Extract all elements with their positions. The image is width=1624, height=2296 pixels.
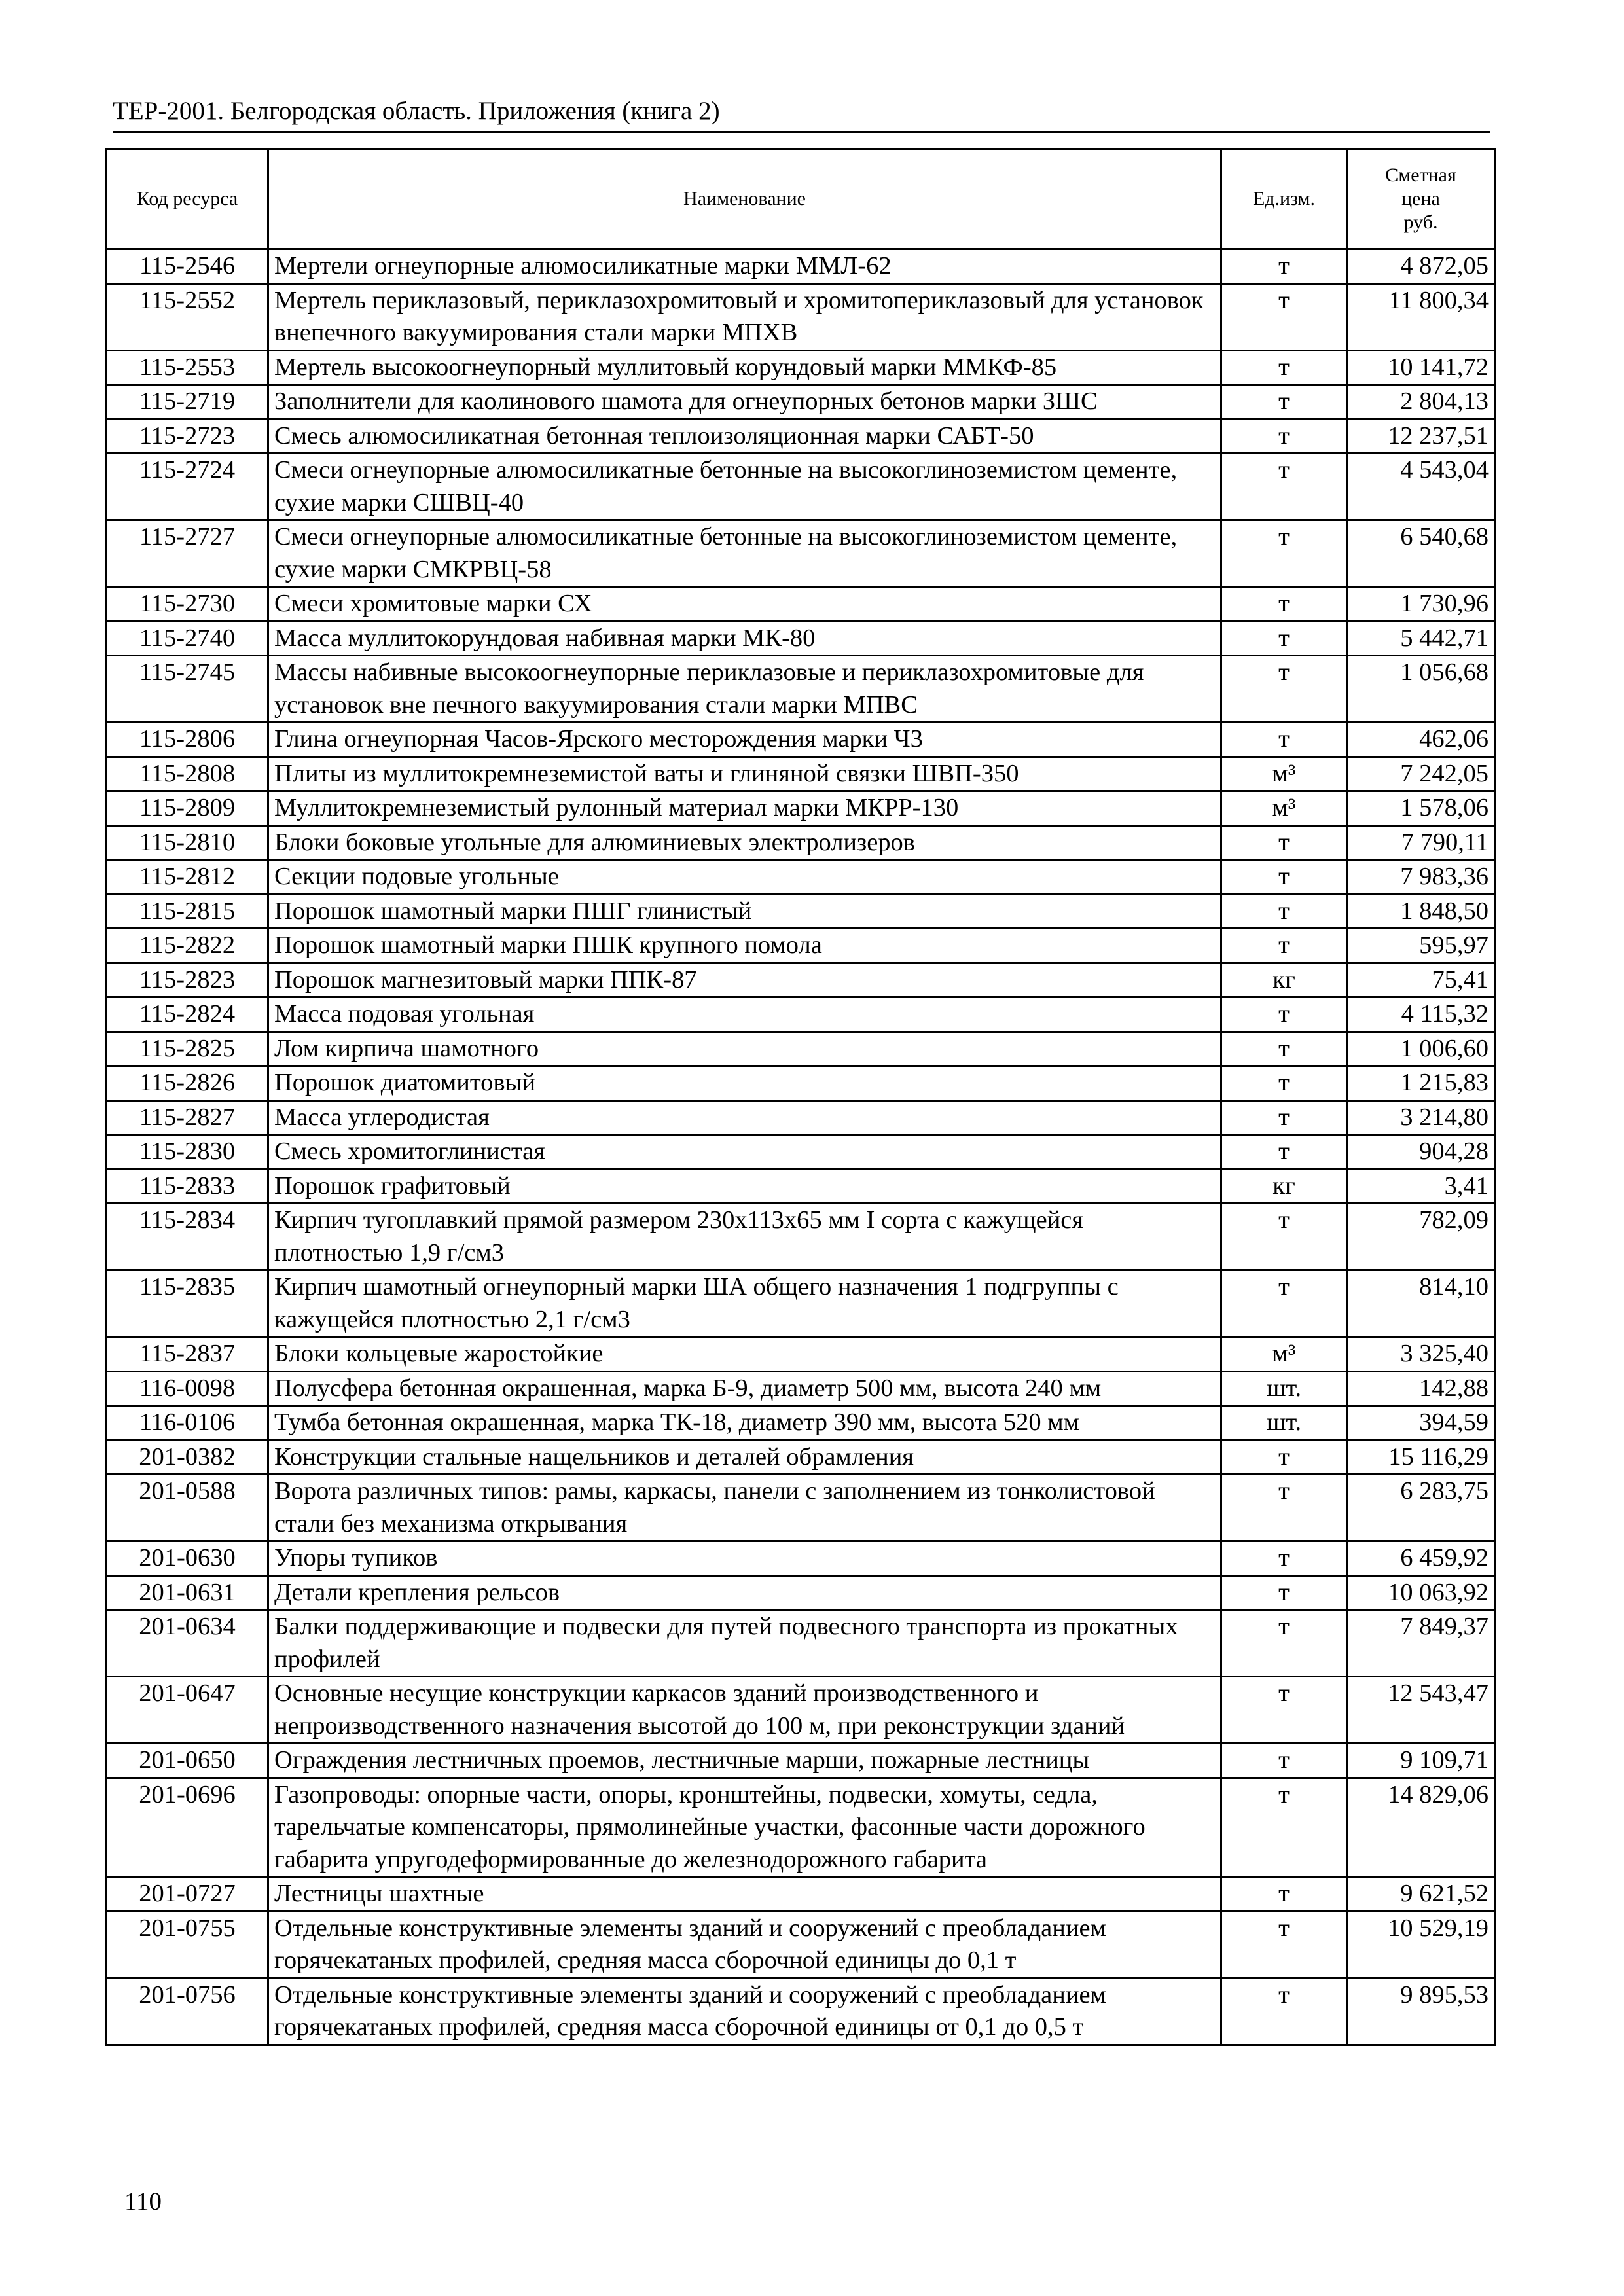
cell-code: 115-2824 (107, 997, 268, 1032)
column-header-code: Код ресурса (107, 149, 268, 249)
cell-name: Ограждения лестничных проемов, лестничные марши, пожарные лестницы (268, 1744, 1221, 1778)
cell-name: Лом кирпича шамотного (268, 1031, 1221, 1066)
cell-price: 7 790,11 (1347, 825, 1495, 860)
table-row (107, 1371, 1495, 1406)
cell-code: 201-0588 (107, 1475, 268, 1541)
cell-name: Порошок диатомитовый (268, 1066, 1221, 1101)
cell-price: 5 442,71 (1347, 621, 1495, 656)
table-row (107, 1541, 1495, 1576)
cell-code: 115-2827 (107, 1100, 268, 1135)
cell-code: 115-2727 (107, 520, 268, 587)
cell-unit: т (1221, 656, 1347, 723)
column-header-price-line2: цена (1401, 188, 1440, 209)
cell-code: 115-2822 (107, 929, 268, 963)
cell-name: Конструкции стальные нащельников и деталей обрамления (268, 1440, 1221, 1475)
cell-name: Тумба бетонная окрашенная, марка ТК-18, диаметр 390 мм, высота 520 мм (268, 1406, 1221, 1441)
cell-code: 201-0634 (107, 1610, 268, 1677)
cell-price: 7 242,05 (1347, 757, 1495, 791)
cell-code: 116-0098 (107, 1371, 268, 1406)
cell-price: 9 621,52 (1347, 1877, 1495, 1912)
column-header-name: Наименование (268, 149, 1221, 249)
cell-unit: т (1221, 419, 1347, 454)
cell-price: 10 141,72 (1347, 350, 1495, 385)
cell-name: Муллитокремнеземистый рулонный материал марки МКРР-130 (268, 791, 1221, 826)
cell-price: 6 540,68 (1347, 520, 1495, 587)
cell-price: 1 056,68 (1347, 656, 1495, 723)
cell-name: Мертели огнеупорные алюмосиликатные марки ММЛ-62 (268, 249, 1221, 284)
table-row (107, 454, 1495, 520)
cell-name: Мертель периклазовый, периклазохромитовый и хромитопериклазовый для установок внепечного вакуумирования стали марки МПХВ (268, 283, 1221, 350)
cell-price: 595,97 (1347, 929, 1495, 963)
cell-name: Основные несущие конструкции каркасов зданий производственного и непроизводственного назначения высотой до 100 м, при реконструкции зданий (268, 1677, 1221, 1744)
cell-price: 142,88 (1347, 1371, 1495, 1406)
table-row (107, 1475, 1495, 1541)
cell-unit: т (1221, 723, 1347, 757)
cell-price: 7 983,36 (1347, 860, 1495, 895)
cell-code: 115-2825 (107, 1031, 268, 1066)
cell-name: Плиты из муллитокремнеземистой ваты и глиняной связки ШВП-350 (268, 757, 1221, 791)
cell-price: 12 237,51 (1347, 419, 1495, 454)
table-row (107, 1066, 1495, 1101)
cell-name: Секции подовые угольные (268, 860, 1221, 895)
cell-name: Смеси огнеупорные алюмосиликатные бетонные на высокоглиноземистом цементе, сухие марки СШВЦ-40 (268, 454, 1221, 520)
cell-unit: т (1221, 1778, 1347, 1877)
table-row (107, 1270, 1495, 1337)
cell-unit: шт. (1221, 1371, 1347, 1406)
cell-price: 12 543,47 (1347, 1677, 1495, 1744)
cell-code: 115-2719 (107, 385, 268, 420)
table-row (107, 1100, 1495, 1135)
table-row (107, 419, 1495, 454)
cell-price: 782,09 (1347, 1204, 1495, 1270)
cell-code: 201-0650 (107, 1744, 268, 1778)
cell-name: Масса подовая угольная (268, 997, 1221, 1032)
cell-code: 115-2723 (107, 419, 268, 454)
cell-code: 115-2815 (107, 894, 268, 929)
cell-code: 201-0647 (107, 1677, 268, 1744)
cell-name: Упоры тупиков (268, 1541, 1221, 1576)
cell-unit: т (1221, 860, 1347, 895)
cell-code: 115-2552 (107, 283, 268, 350)
cell-code: 116-0106 (107, 1406, 268, 1441)
cell-unit: т (1221, 249, 1347, 284)
cell-name: Газопроводы: опорные части, опоры, кронштейны, подвески, хомуты, седла, тарельчатые компенсаторы, прямолинейные участки, фасонные части дорожного габарита упругодеформированные до железнодорожного габарита (268, 1778, 1221, 1877)
table-row (107, 350, 1495, 385)
cell-unit: т (1221, 1610, 1347, 1677)
column-header-price (1347, 149, 1495, 249)
cell-code: 115-2553 (107, 350, 268, 385)
cell-name: Детали крепления рельсов (268, 1575, 1221, 1610)
cell-price: 75,41 (1347, 963, 1495, 997)
cell-unit: т (1221, 385, 1347, 420)
cell-price: 6 459,92 (1347, 1541, 1495, 1576)
cell-name: Порошок шамотный марки ПШГ глинистый (268, 894, 1221, 929)
cell-price: 10 063,92 (1347, 1575, 1495, 1610)
cell-price: 1 730,96 (1347, 587, 1495, 622)
cell-code: 115-2834 (107, 1204, 268, 1270)
cell-price: 1 578,06 (1347, 791, 1495, 826)
table-row (107, 1677, 1495, 1744)
cell-price: 814,10 (1347, 1270, 1495, 1337)
cell-unit: м³ (1221, 791, 1347, 826)
cell-unit: т (1221, 1877, 1347, 1912)
table-row (107, 1911, 1495, 1978)
column-header-price-line1: Сметная (1385, 164, 1456, 186)
cell-unit: т (1221, 454, 1347, 520)
table-row (107, 1204, 1495, 1270)
cell-code: 115-2826 (107, 1066, 268, 1101)
cell-unit: т (1221, 1440, 1347, 1475)
table-row (107, 1778, 1495, 1877)
table-row (107, 587, 1495, 622)
cell-unit: т (1221, 1100, 1347, 1135)
cell-unit: т (1221, 1541, 1347, 1576)
cell-name: Смеси хромитовые марки СХ (268, 587, 1221, 622)
table-row (107, 929, 1495, 963)
cell-unit: т (1221, 1031, 1347, 1066)
cell-code: 115-2740 (107, 621, 268, 656)
cell-price: 1 215,83 (1347, 1066, 1495, 1101)
cell-name: Смесь алюмосиликатная бетонная теплоизоляционная марки САБТ-50 (268, 419, 1221, 454)
cell-name: Лестницы шахтные (268, 1877, 1221, 1912)
cell-name: Массы набивные высокоогнеупорные периклазовые и периклазохромитовые для установок вне печного вакуумирования стали марки МПВС (268, 656, 1221, 723)
cell-name: Блоки кольцевые жаростойкие (268, 1337, 1221, 1372)
cell-unit: т (1221, 894, 1347, 929)
cell-code: 115-2724 (107, 454, 268, 520)
cell-price: 3 214,80 (1347, 1100, 1495, 1135)
cell-unit: т (1221, 825, 1347, 860)
table-row (107, 963, 1495, 997)
cell-name: Кирпич шамотный огнеупорный марки ША общего назначения 1 подгруппы с кажущейся плотностью 2,1 г/см3 (268, 1270, 1221, 1337)
cell-code: 201-0755 (107, 1911, 268, 1978)
cell-price: 9 109,71 (1347, 1744, 1495, 1778)
cell-unit: т (1221, 587, 1347, 622)
cell-code: 201-0756 (107, 1978, 268, 2045)
table-row (107, 757, 1495, 791)
cell-code: 115-2745 (107, 656, 268, 723)
cell-unit: т (1221, 1911, 1347, 1978)
table-body (107, 249, 1495, 2045)
table-row (107, 656, 1495, 723)
table-row (107, 1169, 1495, 1204)
table-row (107, 1406, 1495, 1441)
cell-price: 2 804,13 (1347, 385, 1495, 420)
cell-name: Порошок шамотный марки ПШК крупного помола (268, 929, 1221, 963)
cell-unit: т (1221, 1135, 1347, 1170)
table-row (107, 385, 1495, 420)
table-row (107, 1877, 1495, 1912)
cell-price: 904,28 (1347, 1135, 1495, 1170)
cell-code: 201-0631 (107, 1575, 268, 1610)
cell-price: 9 895,53 (1347, 1978, 1495, 2045)
cell-code: 115-2830 (107, 1135, 268, 1170)
cell-name: Заполнители для каолинового шамота для огнеупорных бетонов марки ЗШС (268, 385, 1221, 420)
table-row (107, 520, 1495, 587)
cell-code: 115-2730 (107, 587, 268, 622)
cell-name: Масса муллитокорундовая набивная марки МК-80 (268, 621, 1221, 656)
cell-unit: т (1221, 1066, 1347, 1101)
table-row (107, 1610, 1495, 1677)
cell-unit: т (1221, 520, 1347, 587)
cell-name: Кирпич тугоплавкий прямой размером 230х113х65 мм I сорта с кажущейся плотностью 1,9 г/см3 (268, 1204, 1221, 1270)
cell-name: Порошок магнезитовый марки ППК-87 (268, 963, 1221, 997)
cell-unit: м³ (1221, 757, 1347, 791)
table-row (107, 825, 1495, 860)
cell-unit: т (1221, 1475, 1347, 1541)
cell-unit: т (1221, 1270, 1347, 1337)
cell-name: Балки поддерживающие и подвески для путей подвесного транспорта из прокатных профилей (268, 1610, 1221, 1677)
cell-unit: т (1221, 1744, 1347, 1778)
cell-code: 115-2837 (107, 1337, 268, 1372)
cell-price: 11 800,34 (1347, 283, 1495, 350)
cell-price: 4 115,32 (1347, 997, 1495, 1032)
cell-unit: т (1221, 621, 1347, 656)
cell-unit: т (1221, 1575, 1347, 1610)
cell-code: 115-2833 (107, 1169, 268, 1204)
cell-code: 115-2810 (107, 825, 268, 860)
cell-code: 201-0382 (107, 1440, 268, 1475)
cell-name: Порошок графитовый (268, 1169, 1221, 1204)
cell-price: 4 872,05 (1347, 249, 1495, 284)
table-row (107, 894, 1495, 929)
table-row (107, 1337, 1495, 1372)
cell-unit: т (1221, 997, 1347, 1032)
table-row (107, 283, 1495, 350)
cell-price: 4 543,04 (1347, 454, 1495, 520)
page-number: 110 (124, 2187, 162, 2215)
column-header-unit: Ед.изм. (1221, 149, 1347, 249)
price-table (105, 148, 1496, 2046)
table-row (107, 723, 1495, 757)
table-row (107, 1440, 1495, 1475)
cell-price: 6 283,75 (1347, 1475, 1495, 1541)
cell-price: 1 848,50 (1347, 894, 1495, 929)
cell-price: 7 849,37 (1347, 1610, 1495, 1677)
table-row (107, 1135, 1495, 1170)
cell-code: 201-0727 (107, 1877, 268, 1912)
cell-name: Смесь хромитоглинистая (268, 1135, 1221, 1170)
table-row (107, 997, 1495, 1032)
header-divider (113, 131, 1490, 133)
table-row (107, 1744, 1495, 1778)
cell-unit: т (1221, 350, 1347, 385)
cell-price: 15 116,29 (1347, 1440, 1495, 1475)
cell-price: 3 325,40 (1347, 1337, 1495, 1372)
table-row (107, 860, 1495, 895)
cell-unit: т (1221, 1978, 1347, 2045)
cell-code: 115-2546 (107, 249, 268, 284)
cell-code: 115-2809 (107, 791, 268, 826)
cell-price: 3,41 (1347, 1169, 1495, 1204)
cell-price: 10 529,19 (1347, 1911, 1495, 1978)
cell-price: 394,59 (1347, 1406, 1495, 1441)
cell-code: 115-2835 (107, 1270, 268, 1337)
cell-unit: т (1221, 1677, 1347, 1744)
cell-unit: кг (1221, 1169, 1347, 1204)
cell-name: Масса углеродистая (268, 1100, 1221, 1135)
table-row (107, 621, 1495, 656)
cell-name: Смеси огнеупорные алюмосиликатные бетонные на высокоглиноземистом цементе, сухие марки СМКРВЦ-58 (268, 520, 1221, 587)
cell-name: Мертель высокоогнеупорный муллитовый корундовый марки ММКФ-85 (268, 350, 1221, 385)
cell-name: Блоки боковые угольные для алюминиевых электролизеров (268, 825, 1221, 860)
cell-code: 115-2806 (107, 723, 268, 757)
cell-unit: т (1221, 1204, 1347, 1270)
cell-price: 462,06 (1347, 723, 1495, 757)
cell-unit: м³ (1221, 1337, 1347, 1372)
table-row (107, 1031, 1495, 1066)
cell-name: Глина огнеупорная Часов-Ярского месторождения марки Ч3 (268, 723, 1221, 757)
cell-price: 14 829,06 (1347, 1778, 1495, 1877)
cell-unit: кг (1221, 963, 1347, 997)
table-row (107, 1575, 1495, 1610)
cell-unit: т (1221, 929, 1347, 963)
cell-code: 115-2808 (107, 757, 268, 791)
cell-name: Ворота различных типов: рамы, каркасы, панели с заполнением из тонколистовой стали без механизма открывания (268, 1475, 1221, 1541)
cell-code: 115-2823 (107, 963, 268, 997)
table-row (107, 1978, 1495, 2045)
table-header-row (107, 149, 1495, 249)
cell-unit: шт. (1221, 1406, 1347, 1441)
cell-code: 201-0630 (107, 1541, 268, 1576)
table-row (107, 791, 1495, 826)
cell-name: Полусфера бетонная окрашенная, марка Б-9, диаметр 500 мм, высота 240 мм (268, 1371, 1221, 1406)
cell-code: 201-0696 (107, 1778, 268, 1877)
column-header-price-line3: руб. (1403, 211, 1438, 233)
cell-code: 115-2812 (107, 860, 268, 895)
page-header-title: ТЕР-2001. Белгородская область. Приложения (книга 2) (113, 97, 720, 125)
cell-price: 1 006,60 (1347, 1031, 1495, 1066)
cell-name: Отдельные конструктивные элементы зданий и сооружений с преобладанием горячекатаных профилей, средняя масса сборочной единицы от 0,1 до 0,5 т (268, 1978, 1221, 2045)
table-row (107, 249, 1495, 284)
cell-name: Отдельные конструктивные элементы зданий и сооружений с преобладанием горячекатаных профилей, средняя масса сборочной единицы до 0,1 т (268, 1911, 1221, 1978)
cell-unit: т (1221, 283, 1347, 350)
